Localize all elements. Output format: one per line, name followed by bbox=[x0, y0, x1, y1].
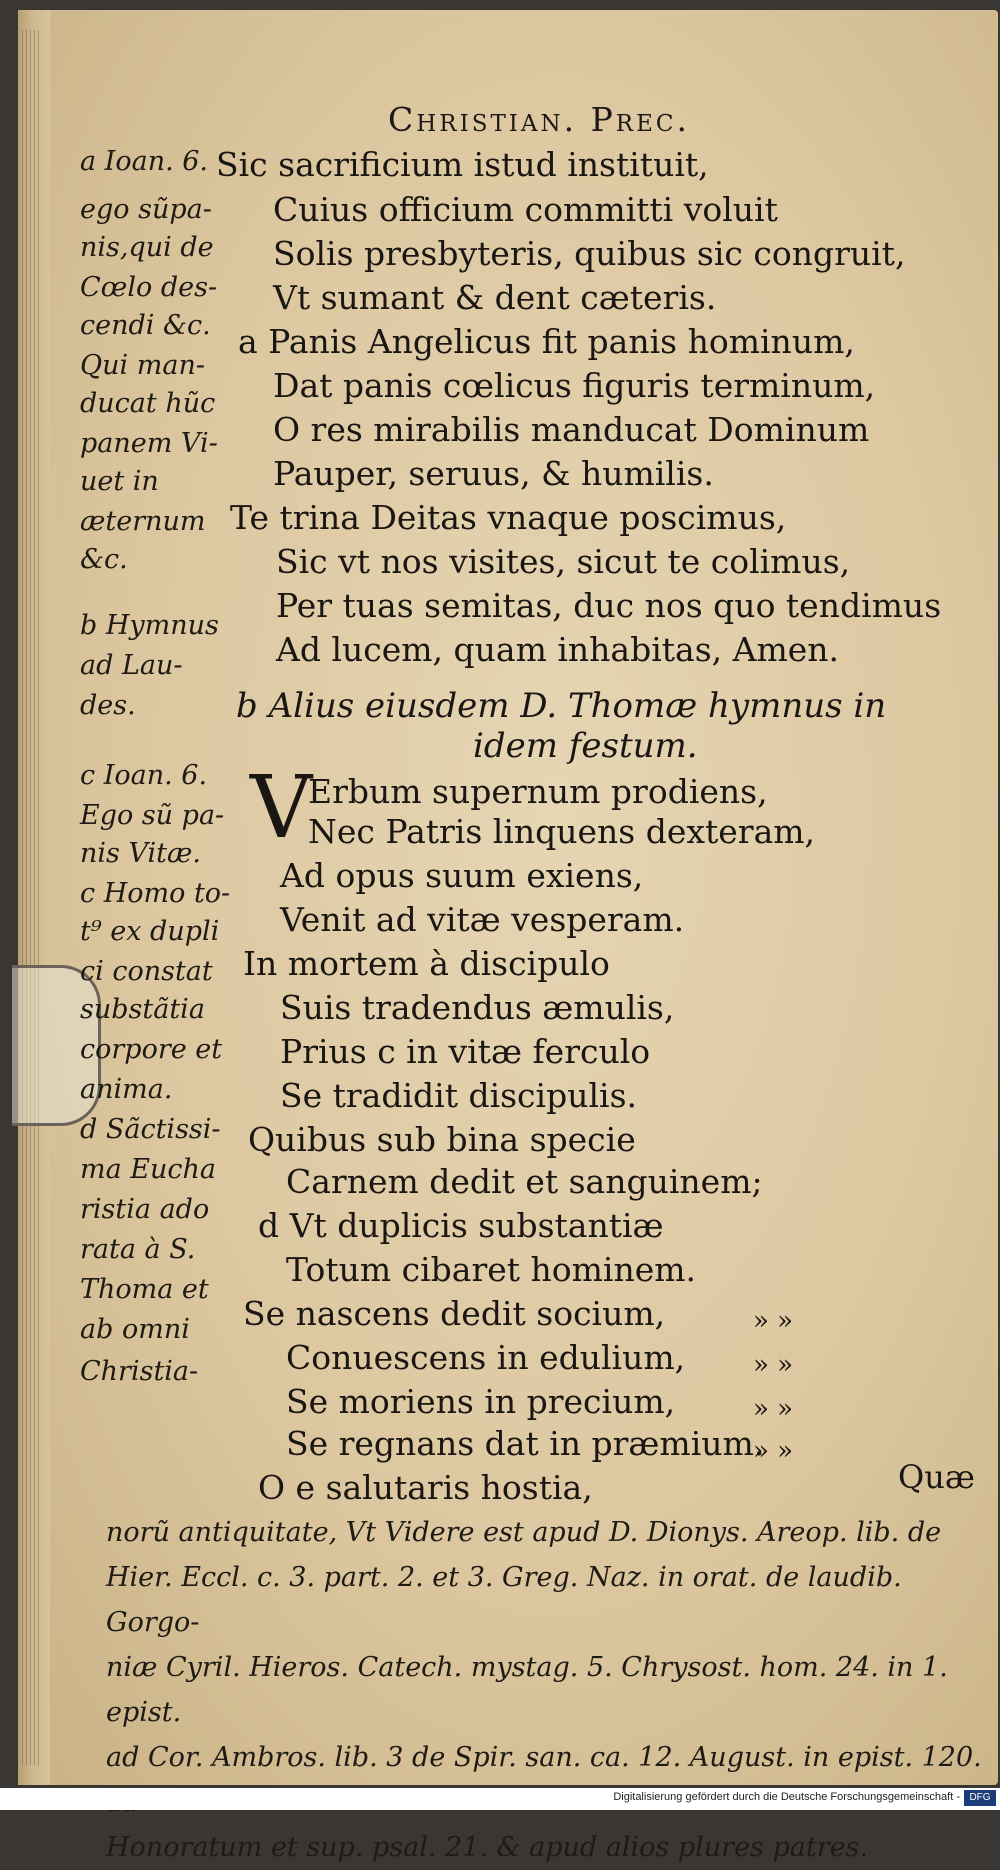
verse-line: a Panis Angelicus fit panis hominum, bbox=[238, 322, 855, 361]
margin-note: des. bbox=[80, 690, 136, 721]
margin-note: Thoma et bbox=[80, 1274, 209, 1305]
dfg-logo: DFG bbox=[964, 1790, 996, 1806]
margin-note: c Homo to- bbox=[80, 878, 231, 909]
verse-line: Se tradidit discipulis. bbox=[280, 1076, 638, 1115]
verse-line: Cuius officium committi voluit bbox=[273, 190, 778, 229]
verse-line: Se regnans dat in præmium. bbox=[286, 1424, 765, 1463]
margin-note: Cœlo des- bbox=[80, 272, 218, 303]
verse-line: Ad opus suum exiens, bbox=[280, 856, 644, 895]
margin-note: ristia ado bbox=[80, 1194, 210, 1225]
verse-line: Suis tradendus æmulis, bbox=[280, 988, 675, 1027]
margin-note: substãtia bbox=[80, 994, 205, 1025]
verse-line: Erbum supernum prodiens, bbox=[308, 772, 768, 811]
footnote-line: ad Cor. Ambros. lib. 3 de Spir. san. ca. 12. August. in epist. 120. bbox=[106, 1742, 982, 1773]
verse-line: O res mirabilis manducat Dominum bbox=[273, 410, 870, 449]
hymn-title-cont: idem festum. bbox=[473, 726, 698, 766]
margin-note: &c. bbox=[80, 544, 128, 575]
margin-note: Ego sũ pa- bbox=[80, 800, 225, 831]
margin-note: ci constat bbox=[80, 956, 213, 987]
footnote-line: norũ antiquitate, Vt Videre est apud D. Dionys. Areop. lib. de bbox=[106, 1517, 942, 1548]
verse-line: Se moriens in precium, bbox=[286, 1382, 676, 1421]
verse-line: Vt sumant & dent cæteris. bbox=[273, 278, 717, 317]
quote-mark: » » bbox=[753, 1436, 794, 1466]
footnote-line: Honoratum et sup. psal. 21. & apud alios plures patres. bbox=[106, 1832, 869, 1863]
verse-line: Per tuas semitas, duc nos quo tendimus bbox=[276, 586, 942, 625]
margin-note: ducat hũc bbox=[80, 388, 216, 419]
margin-note: ad Lau- bbox=[80, 650, 183, 681]
verse-line: Carnem dedit et sanguinem; bbox=[286, 1162, 763, 1201]
footnote-line: Hier. Eccl. c. 3. part. 2. et 3. Greg. Naz. in orat. de laudib. Gorgo- bbox=[106, 1562, 902, 1638]
footnote-line: niæ Cyril. Hieros. Catech. mystag. 5. Chrysost. hom. 24. in 1. epist. bbox=[106, 1652, 948, 1728]
verse-line: Nec Patris linquens dexteram, bbox=[308, 812, 816, 851]
hymn-title: b Alius eiusdem D. Thomæ hymnus in bbox=[236, 686, 887, 726]
margin-note: c Ioan. 6. bbox=[80, 760, 208, 791]
verse-line: Conuescens in edulium, bbox=[286, 1338, 686, 1377]
margin-note: t⁹ ex dupli bbox=[80, 916, 220, 947]
footnote bbox=[106, 1510, 998, 1870]
verse-line: Se nascens dedit socium, bbox=[243, 1294, 666, 1333]
verse-line: Te trina Deitas vnaque poscimus, bbox=[230, 498, 787, 537]
quote-mark: » » bbox=[753, 1306, 794, 1336]
verse-line: Totum cibaret hominem. bbox=[286, 1250, 697, 1289]
margin-note: cendi &c. bbox=[80, 310, 211, 341]
drop-cap: V bbox=[250, 758, 313, 858]
verse-line: Sic vt nos visites, sicut te colimus, bbox=[276, 542, 851, 581]
margin-note: panem Vi- bbox=[80, 428, 218, 459]
verse-line: Prius c in vitæ ferculo bbox=[280, 1032, 651, 1071]
margin-note: rata à S. bbox=[80, 1234, 196, 1265]
verse-line: d Vt duplicis substantiæ bbox=[258, 1206, 664, 1245]
verse-line: Pauper, seruus, & humilis. bbox=[273, 454, 714, 493]
catchword: Quæ bbox=[898, 1458, 975, 1496]
running-header: Christian. Prec. bbox=[388, 100, 691, 139]
margin-note: ab omni bbox=[80, 1314, 190, 1345]
verse-line: Solis presbyteris, quibus sic congruit, bbox=[273, 234, 906, 273]
verse-line: Quibus sub bina specie bbox=[248, 1120, 636, 1159]
verse-line: Ad lucem, quam inhabitas, Amen. bbox=[276, 630, 840, 669]
verse-line: Sic sacrificium istud instituit, bbox=[216, 145, 709, 184]
dfg-credit: Digitalisierung gefördert durch die Deutsche Forschungsgemeinschaft - bbox=[613, 1791, 960, 1803]
margin-note: corpore et bbox=[80, 1034, 223, 1065]
verse-line: Venit ad vitæ vesperam. bbox=[280, 900, 685, 939]
margin-note: d Sãctissi- bbox=[80, 1114, 221, 1145]
margin-note: æternum bbox=[80, 506, 206, 537]
quote-mark: » » bbox=[753, 1350, 794, 1380]
margin-note: anima. bbox=[80, 1074, 173, 1105]
margin-note: nis,qui de bbox=[80, 232, 214, 263]
margin-note: Qui man- bbox=[80, 350, 205, 381]
margin-note: uet in bbox=[80, 466, 159, 497]
verse-line: O e salutaris hostia, bbox=[258, 1468, 593, 1507]
quote-mark: » » bbox=[753, 1394, 794, 1424]
margin-note: a Ioan. 6. bbox=[80, 146, 209, 177]
margin-note: ego sũpa- bbox=[80, 194, 212, 225]
margin-note: ma Eucha bbox=[80, 1154, 216, 1185]
verse-line: Dat panis cœlicus figuris terminum, bbox=[273, 366, 876, 405]
margin-note: nis Vitæ. bbox=[80, 838, 201, 869]
page-edge bbox=[18, 10, 50, 1785]
verse-line: In mortem à discipulo bbox=[243, 944, 610, 983]
margin-note: Christia- bbox=[80, 1356, 199, 1387]
margin-note: b Hymnus bbox=[80, 610, 219, 641]
